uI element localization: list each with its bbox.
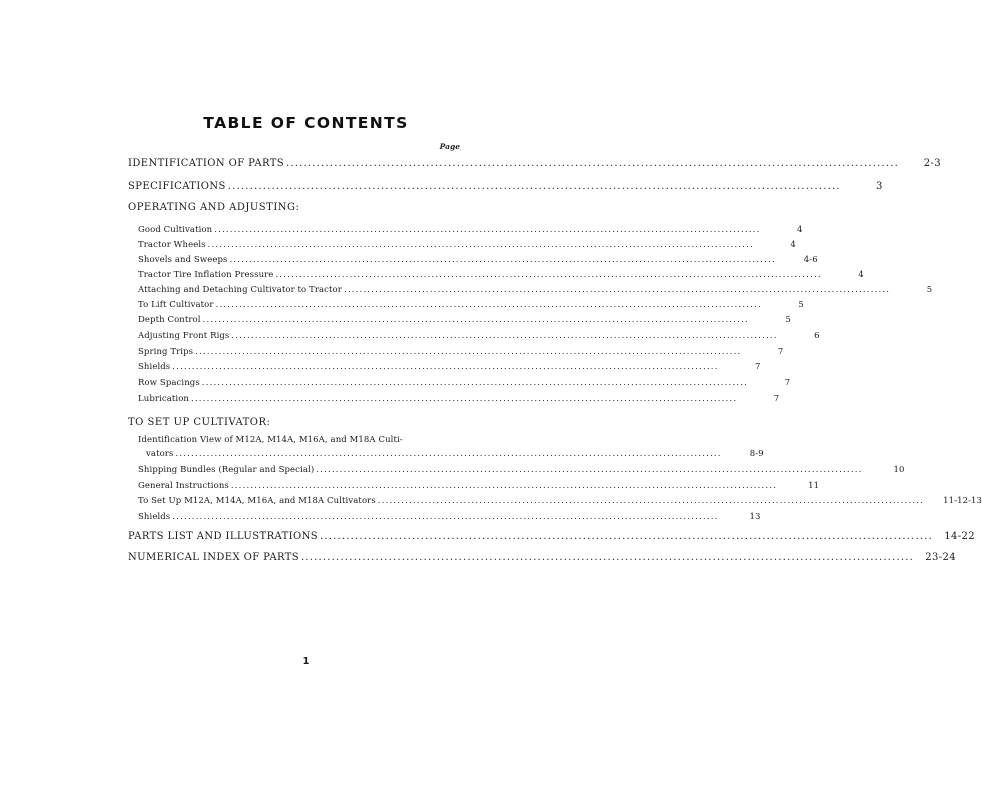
toc-entry-title: Lubrication bbox=[138, 394, 189, 404]
toc-entry-title: To Lift Cultivator bbox=[138, 300, 214, 310]
toc-entry-identification-view-line1[interactable]: Identification View of M12A, M14A, M16A, and M18A Culti- bbox=[138, 435, 403, 445]
toc-entry-identification-view[interactable] bbox=[146, 449, 764, 459]
toc-entry-lubrication[interactable] bbox=[138, 394, 780, 404]
toc-entry-page: 11 bbox=[808, 481, 820, 491]
toc-entry-title: Shovels and Sweeps bbox=[138, 255, 228, 265]
toc-entry-page: 5 bbox=[926, 285, 933, 295]
toc-entry-spring-trips[interactable] bbox=[138, 347, 784, 357]
dot-leader: ............................................................................................................................................ bbox=[191, 394, 738, 404]
toc-entry-title: Shields bbox=[138, 362, 171, 372]
toc-entry-title: To Set Up M12A, M14A, M16A, and M18A Cultivators bbox=[138, 496, 376, 506]
toc-entry-depth-control[interactable] bbox=[138, 315, 791, 325]
dot-leader: ............................................................................................................................................ bbox=[230, 481, 778, 491]
toc-entry-specifications[interactable] bbox=[128, 181, 883, 192]
section-heading-operating: OPERATING AND ADJUSTING: bbox=[128, 202, 300, 213]
dot-leader: ............................................................................................................................................ bbox=[175, 449, 722, 459]
toc-entry-page: 7 bbox=[773, 394, 780, 404]
toc-entry-row-spacings[interactable] bbox=[138, 378, 791, 388]
dot-leader: ............................................................................................................................................ bbox=[172, 512, 719, 522]
toc-entry-title: Attaching and Detaching Cultivator to Tractor bbox=[138, 285, 342, 295]
dot-leader: ............................................................................................................................................ bbox=[343, 285, 891, 295]
toc-entry-general-instructions[interactable] bbox=[138, 481, 820, 491]
toc-entry-good-cultivation[interactable] bbox=[138, 225, 803, 235]
toc-entry-setup-shields[interactable] bbox=[138, 512, 761, 522]
toc-entry-page: 5 bbox=[798, 300, 804, 310]
toc-entry-title: SPECIFICATIONS bbox=[128, 181, 226, 192]
toc-entry-attaching-detaching[interactable] bbox=[138, 285, 933, 295]
toc-entry-title: IDENTIFICATION OF PARTS bbox=[128, 158, 285, 169]
toc-entry-page: 8-9 bbox=[749, 449, 764, 459]
dot-leader: ............................................................................................................................................ bbox=[377, 496, 925, 506]
toc-entry-title: Adjusting Front Rigs bbox=[138, 331, 230, 341]
dot-leader: ............................................................................................................................................ bbox=[202, 315, 749, 325]
toc-entry-shipping-bundles[interactable] bbox=[138, 465, 905, 475]
toc-entry-page: 7 bbox=[777, 347, 784, 357]
toc-entry-shields[interactable] bbox=[138, 362, 761, 372]
toc-entry-parts-list[interactable] bbox=[128, 531, 976, 542]
section-heading-setup: TO SET UP CULTIVATOR: bbox=[128, 417, 271, 428]
toc-entry-shovels-and-sweeps[interactable] bbox=[138, 255, 818, 265]
toc-entry-set-up-cultivators[interactable] bbox=[138, 496, 982, 506]
page-number: 1 bbox=[302, 656, 310, 667]
toc-entry-tractor-wheels[interactable] bbox=[138, 240, 796, 250]
page-title: TABLE OF CONTENTS bbox=[203, 114, 409, 132]
toc-entry-page: 13 bbox=[749, 512, 761, 522]
dot-leader: ............................................................................................................................................ bbox=[301, 552, 915, 563]
toc-entry-page: 7 bbox=[784, 378, 791, 388]
dot-leader: ............................................................................................................................................ bbox=[214, 225, 761, 235]
dot-leader: ............................................................................................................................................ bbox=[286, 158, 900, 169]
toc-entry-title: Tractor Wheels bbox=[138, 240, 206, 250]
toc-entry-page: 6 bbox=[814, 331, 820, 341]
toc-entry-title: Shields bbox=[138, 512, 171, 522]
toc-entry-page: 4 bbox=[858, 270, 864, 280]
toc-entry-title: vators bbox=[146, 449, 174, 459]
toc-entry-page: 14-22 bbox=[944, 531, 976, 542]
page-column-header: Page bbox=[439, 142, 460, 151]
toc-entry-page: 5 bbox=[785, 315, 791, 325]
toc-entry-identification-of-parts[interactable] bbox=[128, 158, 942, 169]
toc-entry-page: 3 bbox=[875, 181, 883, 192]
toc-entry-page: 4 bbox=[790, 240, 796, 250]
toc-entry-title: Good Cultivation bbox=[138, 225, 213, 235]
dot-leader: ............................................................................................................................................ bbox=[207, 240, 754, 250]
dot-leader: ............................................................................................................................................ bbox=[215, 300, 762, 310]
toc-entry-numerical-index[interactable] bbox=[128, 552, 957, 563]
toc-entry-page: 4-6 bbox=[803, 255, 818, 265]
toc-entry-title: Tractor Tire Inflation Pressure bbox=[138, 270, 274, 280]
toc-entry-title: Spring Trips bbox=[138, 347, 194, 357]
toc-entry-title: PARTS LIST AND ILLUSTRATIONS bbox=[128, 531, 318, 542]
toc-entry-lift-cultivator[interactable] bbox=[138, 300, 804, 310]
toc-entry-title: NUMERICAL INDEX OF PARTS bbox=[128, 552, 300, 563]
toc-entry-page: 7 bbox=[755, 362, 761, 372]
dot-leader: ............................................................................................................................................ bbox=[275, 270, 822, 280]
toc-entry-page: 4 bbox=[796, 225, 803, 235]
toc-entry-page: 23-24 bbox=[925, 552, 957, 563]
toc-entry-page: 10 bbox=[893, 465, 905, 475]
dot-leader: ............................................................................................................................................ bbox=[172, 362, 719, 372]
toc-entry-title: General Instructions bbox=[138, 481, 229, 491]
toc-entry-front-rigs[interactable] bbox=[138, 331, 820, 341]
dot-leader: ............................................................................................................................................ bbox=[320, 531, 934, 542]
dot-leader: ............................................................................................................................................ bbox=[227, 181, 841, 192]
dot-leader: ............................................................................................................................................ bbox=[195, 347, 742, 357]
dot-leader: ............................................................................................................................................ bbox=[201, 378, 749, 388]
toc-entry-title: Shipping Bundles (Regular and Special) bbox=[138, 465, 315, 475]
toc-entry-title: Row Spacings bbox=[138, 378, 200, 388]
toc-entry-tire-inflation[interactable] bbox=[138, 270, 864, 280]
dot-leader: ............................................................................................................................................ bbox=[229, 255, 776, 265]
toc-entry-page: 11-12-13 bbox=[943, 496, 982, 506]
dot-leader: ............................................................................................................................................ bbox=[316, 465, 863, 475]
dot-leader: ............................................................................................................................................ bbox=[231, 331, 778, 341]
toc-entry-title: Depth Control bbox=[138, 315, 201, 325]
toc-entry-page: 2-3 bbox=[923, 158, 942, 169]
